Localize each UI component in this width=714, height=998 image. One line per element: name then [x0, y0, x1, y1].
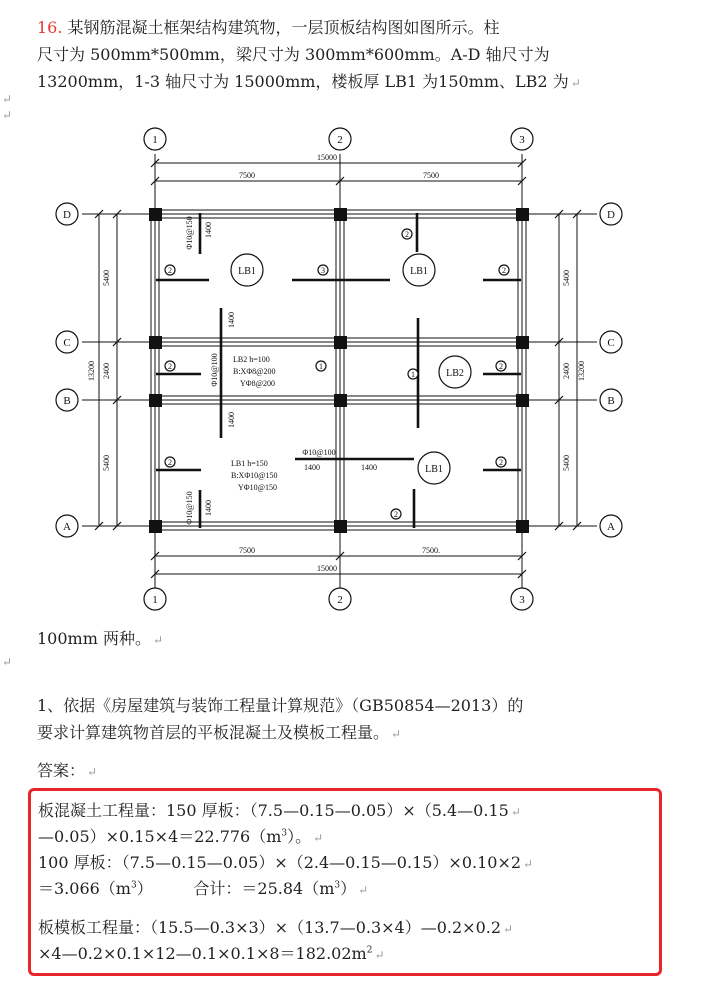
- dim-bay-x: 7500.: [422, 546, 440, 555]
- lb2-note: LB2 h=100: [233, 355, 270, 364]
- rebar-length: 1400: [204, 500, 213, 516]
- slab-tag: LB1: [238, 266, 256, 277]
- paragraph-mark: ↵: [313, 831, 324, 845]
- rebar-length: 1400: [227, 312, 236, 328]
- answer-line-5: 板模板工程量：（15.5—0.3×3）×（13.7—0.3×4）—0.2×0.2 ↵: [38, 918, 514, 937]
- answer-line-6: $\times 4—0.2\times 0.1\times 12—0.1\times 0.1\times 8=182.02m^2$ ↵: [38, 944, 385, 963]
- rebar-id: 2: [499, 458, 503, 467]
- axis-label-A: A: [607, 521, 615, 533]
- axis-label-1: 1: [152, 594, 158, 606]
- dim-total-y: 13200: [87, 361, 96, 381]
- paragraph-mark: ↵: [570, 76, 581, 90]
- answer-line-4: $=3.066(m^3)$ 合计：$=25.84(m^3)$ ↵: [38, 879, 369, 898]
- slab-tag: LB1: [410, 266, 428, 277]
- rebar-id: 2: [394, 510, 398, 519]
- rebar-id: 2: [168, 362, 172, 371]
- axis-label-2: 2: [337, 594, 343, 606]
- answer-label: 答案： ↵: [37, 761, 98, 780]
- question-line-3: 13200mm，1-3 轴尺寸为 15000mm，楼板厚 LB1 为150mm、LB2 为 ↵: [37, 72, 581, 91]
- dim-bay-y: 5400: [102, 270, 111, 286]
- paragraph-mark: ↵: [152, 633, 164, 647]
- axis-label-A: A: [63, 521, 71, 533]
- paragraph-mark: ↵: [523, 857, 534, 871]
- question-line-2: 尺寸为 500mm*500mm，梁尺寸为 300mm*600mm。A-D 轴尺寸为: [37, 45, 550, 64]
- paragraph-mark: ↵: [2, 655, 13, 669]
- paragraph-mark: ↵: [391, 727, 402, 741]
- task-line-2: 要求计算建筑物首层的平板混凝土及模板工程量。 ↵: [37, 723, 402, 742]
- rebar-id: 1: [411, 370, 415, 379]
- axis-label-D: D: [607, 209, 615, 221]
- question-line-1: 16. 某钢筋混凝土框架结构建筑物，一层顶板结构图如图所示。柱: [37, 18, 500, 37]
- rebar-id: 2: [502, 266, 506, 275]
- dim-bay-x: 7500: [239, 546, 255, 555]
- paragraph-mark: ↵: [2, 92, 13, 106]
- rebar-id: 2: [168, 458, 172, 467]
- axis-label-D: D: [63, 209, 71, 221]
- floor-plan-drawing: [37, 118, 657, 618]
- paragraph-mark: ↵: [503, 922, 514, 936]
- slab-tag: LB1: [425, 464, 443, 475]
- axis-label-B: B: [63, 395, 71, 407]
- axis-label-1: 1: [152, 134, 158, 146]
- task-line-1: 1、依据《房屋建筑与装饰工程量计算规范》（GB50854—2013）的: [37, 696, 524, 715]
- rebar-spec: Φ10@150: [185, 216, 194, 250]
- dim-total-y: 13200: [577, 361, 586, 381]
- dim-bay-y: 5400: [102, 455, 111, 471]
- dim-bay-x: 7500: [239, 171, 255, 180]
- rebar-spec: Φ10@100: [302, 448, 336, 457]
- rebar-spec: Φ10@100: [210, 353, 219, 387]
- axis-label-C: C: [607, 337, 615, 349]
- rebar-id: 1: [319, 362, 323, 371]
- lb1-note: LB1 h=150: [231, 459, 268, 468]
- rebar-id: 2: [405, 230, 409, 239]
- slab-tag: LB2: [446, 368, 464, 379]
- rebar-length: 1400: [304, 463, 320, 472]
- rebar-id: 3: [321, 266, 325, 275]
- rebar-spec: Φ10@150: [185, 491, 194, 525]
- answer-line-2: $—0.05)\times 0.15\times 4=22.776(m^3)$。 ↵: [38, 827, 324, 846]
- dim-total-x: 15000: [317, 564, 337, 573]
- rebar-id: 2: [499, 362, 503, 371]
- dim-bay-y: 2400: [562, 363, 571, 379]
- answer-line-3: 100 厚板：（7.5—0.15—0.05）×（2.4—0.15—0.15）×0.10×2 ↵: [38, 853, 534, 872]
- answer-line-1: 板混凝土工程量：150 厚板：（7.5—0.15—0.05）×（5.4—0.15 ↵: [38, 801, 521, 820]
- rebar-id: 2: [168, 266, 172, 275]
- paragraph-mark: ↵: [87, 765, 98, 779]
- dim-bay-y: 5400: [562, 270, 571, 286]
- lb2-note: YΦ8@200: [240, 379, 275, 388]
- dim-bay-y: 5400: [562, 455, 571, 471]
- rebar-length: 1400: [204, 222, 213, 238]
- axis-label-C: C: [63, 337, 71, 349]
- paragraph-mark: ↵: [374, 948, 385, 962]
- dim-bay-x: 7500: [423, 171, 439, 180]
- lb1-note: B:XΦ10@150: [231, 471, 278, 480]
- axis-label-3: 3: [519, 134, 525, 146]
- dim-total-x: 15000: [317, 153, 337, 162]
- dim-bay-y: 2400: [102, 363, 111, 379]
- rebar-length: 1400: [361, 463, 377, 472]
- question-line-4: 100mm 两种。 ↵: [37, 629, 164, 648]
- rebar-length: 1400: [227, 412, 236, 428]
- axis-label-2: 2: [337, 134, 343, 146]
- paragraph-mark: ↵: [358, 883, 369, 897]
- paragraph-mark: ↵: [2, 108, 13, 122]
- question-number: 16.: [37, 18, 63, 37]
- lb1-note: YΦ10@150: [238, 483, 277, 492]
- paragraph-mark: ↵: [510, 805, 521, 819]
- axis-label-3: 3: [519, 594, 525, 606]
- lb2-note: B:XΦ8@200: [233, 367, 276, 376]
- axis-label-B: B: [607, 395, 615, 407]
